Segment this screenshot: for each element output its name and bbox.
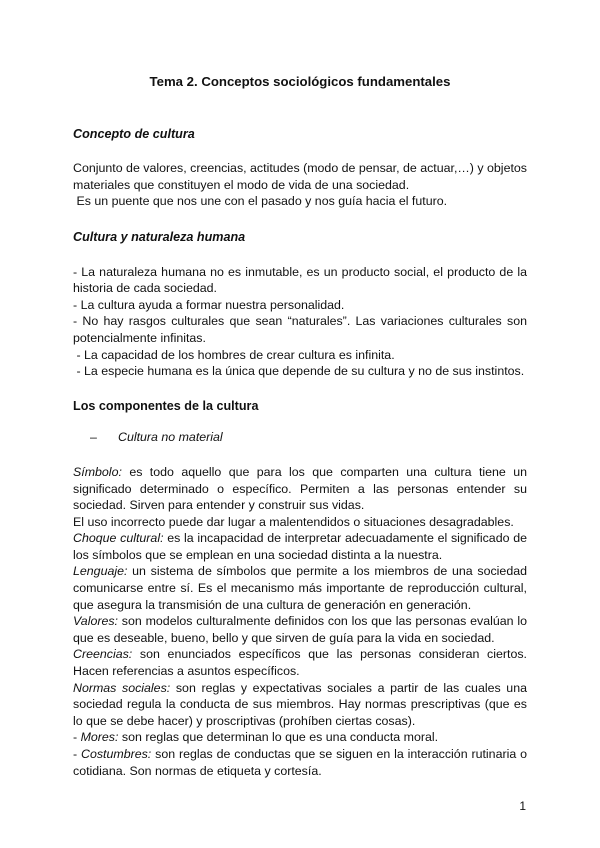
term: Valores: (73, 614, 118, 629)
prefix: - (73, 747, 81, 761)
heading-concepto-cultura: Concepto de cultura (73, 126, 195, 141)
term: Creencias: (73, 647, 133, 662)
definition-text: es todo aquello que para los que comparten una cultura tiene un significado determinado o específico. Permiten a las personas entender su sociedad. Sirven para entender y construir sus vidas. (73, 464, 527, 513)
list-item: - No hay rasgos culturales que sean “naturales”. Las variaciones culturales son potencialmente infinitas. (73, 314, 527, 345)
definition-simbolo (73, 464, 527, 514)
section-componentes (73, 464, 527, 779)
subheading-text: Cultura no material (118, 430, 223, 445)
definition-normas (73, 680, 527, 730)
definition-text: es la incapacidad de interpretar adecuadamente el significado de los símbolos que se emplean en una sociedad distinta a la nuestra. (73, 531, 527, 562)
term: Símbolo: (73, 464, 122, 479)
definition-text: son modelos culturalmente definidos con los que las personas evalúan lo que es deseable, bueno, bello y que sirven de guía para la vida en sociedad. (73, 614, 527, 645)
list-item: - La naturaleza humana no es inmutable, es un producto social, el producto de la historia de cada sociedad. (73, 264, 527, 296)
definition-text: son reglas y expectativas sociales a partir de las cuales una sociedad regula la conducta de sus miembros. Hay normas prescriptivas (que es lo que se debe hacer) y proscriptivas (prohíben ciertas cosas). (73, 680, 527, 728)
document-title: Tema 2. Conceptos sociológicos fundamentales (149, 74, 451, 89)
term: Mores: (80, 730, 119, 745)
paragraph: Es un puente que nos une con el pasado y nos guía hacia el futuro. (73, 194, 448, 209)
page-number: 1 (519, 799, 526, 813)
definition-text: un sistema de símbolos que permite a los miembros de una sociedad comunicarse entre sí. Es el mecanismo más importante de reproducción cultural, que asegura la transmisión de una cultura de generación en generación. (73, 564, 527, 612)
paragraph: Conjunto de valores, creencias, actitudes (modo de pensar, de actuar,…) y objetos materiales que constituyen el modo de vida de una sociedad. (73, 161, 527, 192)
definition-text: son reglas que determinan lo que es una conducta moral. (118, 730, 439, 745)
definition-valores (73, 613, 527, 646)
term: Costumbres: (81, 747, 152, 761)
heading-componentes-cultura: Los componentes de la cultura (73, 398, 259, 413)
definition-creencias (73, 646, 527, 679)
definition-text: son enunciados específicos que las personas consideran ciertos. Hacen referencias a asuntos específicos. (73, 647, 527, 679)
subheading-cultura-no-material (90, 429, 527, 446)
list-item: - La cultura ayuda a formar nuestra personalidad. (73, 297, 345, 312)
prefix: - (73, 730, 81, 745)
definition-lenguaje (73, 563, 527, 613)
term: Normas sociales: (73, 680, 171, 695)
section-cultura-naturaleza (73, 264, 527, 380)
definition-choque (73, 530, 527, 563)
definition-mores (73, 729, 527, 746)
definition-text: son reglas de conductas que se siguen en la interacción rutinaria o cotidiana. Son normas de etiqueta y cortesía. (73, 747, 527, 778)
definition-costumbres (73, 746, 527, 779)
heading-cultura-naturaleza: Cultura y naturaleza humana (73, 229, 246, 244)
section-concepto-cultura (73, 160, 527, 210)
term: Choque cultural: (73, 531, 164, 546)
document-page (73, 74, 527, 779)
dash-bullet: – (90, 430, 97, 445)
term: Lenguaje: (73, 564, 128, 579)
list-item: - La especie humana es la única que depende de su cultura y no de sus instintos. (73, 364, 525, 379)
paragraph: El uso incorrecto puede dar lugar a malentendidos o situaciones desagradables. (73, 514, 514, 529)
list-item: - La capacidad de los hombres de crear cultura es infinita. (73, 347, 395, 362)
